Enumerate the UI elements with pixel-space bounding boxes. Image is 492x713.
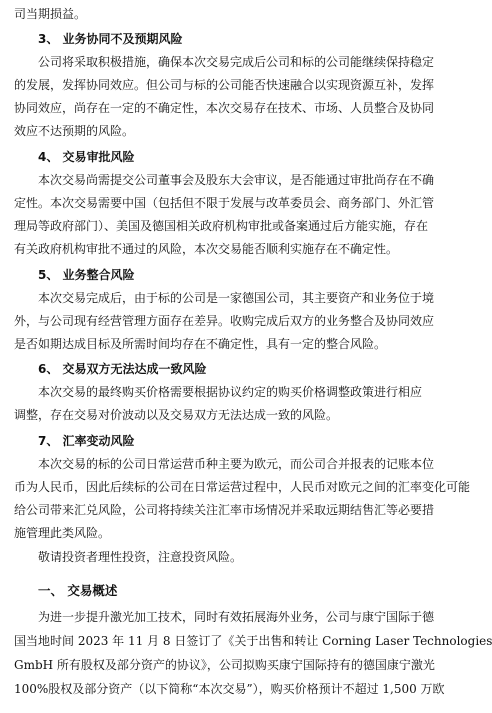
- paragraph-line: 本次交易尚需提交公司董事会及股东大会审议，是否能通过审批尚存在不确: [38, 173, 435, 187]
- risk-heading: 4、 交易审批风险: [38, 150, 135, 164]
- paragraph-line: GmbH 所有股权及部分资产的协议》，公司拟购买康宁国际持有的德国康宁激光: [14, 658, 435, 672]
- paragraph-line: 币为人民币，因此后续标的公司在日常运营过程中，人民币对欧元之间的汇率变化可能: [14, 480, 471, 494]
- paragraph-line: 本次交易的标的公司日常运营币种主要为欧元，而公司合并报表的记账本位: [38, 457, 435, 471]
- paragraph-line: 定性。本次交易需要中国（包括但不限于发展与改革委员会、商务部门、外汇管: [14, 196, 435, 210]
- paragraph-line: 是否如期达成目标及所需时间均存在不确定性，具有一定的整合风险。: [14, 337, 387, 351]
- paragraph-line: 给公司带来汇兑风险，公司将持续关注汇率市场情况并采取远期结售汇等必要措: [14, 503, 435, 517]
- paragraph-line: 外，与公司现有经营管理方面存在差异。收购完成后双方的业务整合及协同效应: [14, 314, 435, 328]
- risk-heading: 7、 汇率变动风险: [38, 434, 135, 448]
- paragraph-line: 司当期损益。: [14, 7, 87, 21]
- section-title: 一、 交易概述: [38, 583, 118, 598]
- paragraph-line: 100%股权及部分资产（以下简称“本次交易”），购买价格预计不超过 1,500 万欧: [14, 682, 445, 696]
- reminder-text: 敬请投资者理性投资，注意投资风险。: [38, 550, 243, 564]
- paragraph-line: 国当地时间 2023 年 11 月 8 日签订了《关于出售和转让 Corning Laser Technologies: [14, 634, 492, 648]
- paragraph-line: 为进一步提升激光加工技术，同时有效拓展海外业务，公司与康宁国际于德: [38, 610, 435, 624]
- paragraph-line: 公司将采取积极措施，确保本次交易完成后公司和标的公司能继续保持稳定: [38, 55, 435, 69]
- paragraph-line: 理局等政府部门）、美国及德国相关政府机构审批或备案通过后方能实施，存在: [14, 219, 429, 233]
- paragraph-line: 协同效应，尚存在一定的不确定性，本次交易存在技术、市场、人员整合及协同: [14, 101, 435, 115]
- paragraph-line: 效应不达预期的风险。: [14, 124, 135, 138]
- paragraph-line: 施管理此类风险。: [14, 526, 111, 540]
- paragraph-line: 本次交易的最终购买价格需要根据协议约定的购买价格调整政策进行相应: [38, 385, 423, 399]
- paragraph-line: 调整，存在交易对价波动以及交易双方无法达成一致的风险。: [14, 408, 339, 422]
- paragraph-line: 的发展，发挥协同效应。但公司与标的公司能否快速融合以实现资源互补，发挥: [14, 78, 435, 92]
- risk-heading: 5、 业务整合风险: [38, 268, 135, 282]
- risk-heading: 6、 交易双方无法达成一致风险: [38, 362, 207, 376]
- paragraph-line: 有关政府机构审批不通过的风险，本次交易能否顺利实施存在不确定性。: [14, 242, 399, 256]
- paragraph-line: 本次交易完成后，由于标的公司是一家德国公司，其主要资产和业务位于境: [38, 291, 435, 305]
- risk-heading: 3、 业务协同不及预期风险: [38, 32, 183, 46]
